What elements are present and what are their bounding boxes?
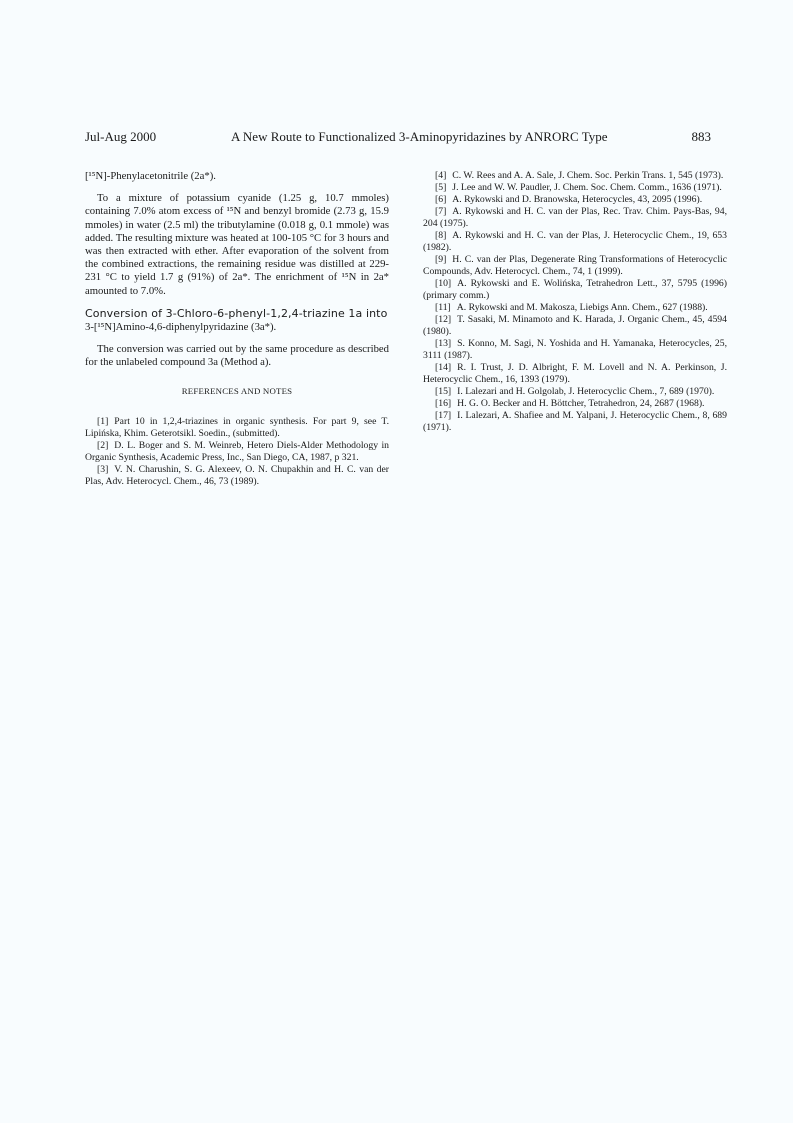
- compound-heading: [¹⁵N]-Phenylacetonitrile (2a*).: [85, 170, 216, 182]
- reference-text: H. C. van der Plas, Degenerate Ring Transformations of Heterocyclic Compounds, Adv. Heterocycl. Chem., 74, 1 (1999).: [423, 254, 727, 277]
- reference-item: [423, 254, 727, 278]
- reference-item: [85, 416, 389, 440]
- reference-text: Part 10 in 1,2,4-triazines in organic synthesis. For part 9, see T. Lipińska, Khim. Geterotsikl. Soedin., (submitted).: [85, 415, 389, 439]
- reference-number: [1]: [97, 415, 109, 427]
- reference-text: H. G. O. Becker and H. Böttcher, Tetrahedron, 24, 2687 (1968).: [457, 398, 705, 409]
- reference-item: [423, 362, 727, 386]
- reference-text: I. Lalezari and H. Golgolab, J. Heterocyclic Chem., 7, 689 (1970).: [457, 386, 715, 397]
- reference-number: [15]: [435, 386, 452, 397]
- conversion-heading-line-1: Conversion of 3-Chloro-6-phenyl-1,2,4-triazine 1a into: [85, 306, 388, 320]
- page-number: 883: [691, 129, 711, 144]
- reference-number: [2]: [97, 439, 109, 451]
- reference-number: [3]: [97, 463, 109, 475]
- reference-number: [11]: [435, 302, 451, 313]
- reference-text: S. Konno, M. Sagi, N. Yoshida and H. Yamanaka, Heterocycles, 25, 3111 (1987).: [423, 338, 727, 361]
- reference-item: [423, 194, 727, 206]
- conversion-paragraph: The conversion was carried out by the same procedure as described for the unlabeled compound 3a (Method a).: [85, 343, 389, 369]
- reference-item: [85, 464, 389, 488]
- reference-text: A. Rykowski and E. Wolińska, Tetrahedron Lett., 37, 5795 (1996) (primary comm.): [423, 278, 727, 301]
- procedure-paragraph: To a mixture of potassium cyanide (1.25 g, 10.7 mmoles) containing 7.0% atom excess of ¹⁵N and benzyl bromide (2.73 g, 15.9 mmoles) in water (2.5 ml) the tributylamine (0.018 g, 0.1 mmole) was added. The resulting mixture was heated at 100-105 °C for 3 hours and was then extracted with ether. After evaporation of the solvent from the combined extractions, the remaining residue was distilled at 229-231 °C to yield 1.7 g (91%) of 2a*. The enrichment of ¹⁵N in 2a* amounted to 7.0%.: [85, 192, 389, 297]
- reference-number: [7]: [435, 206, 447, 217]
- reference-item: [423, 230, 727, 254]
- reference-item: [423, 386, 727, 398]
- reference-item: [423, 206, 727, 230]
- reference-number: [6]: [435, 194, 447, 205]
- reference-item: [85, 440, 389, 464]
- right-column: [423, 170, 727, 434]
- reference-text: C. W. Rees and A. A. Sale, J. Chem. Soc. Perkin Trans. 1, 545 (1973).: [452, 170, 724, 181]
- reference-text: T. Sasaki, M. Minamoto and K. Harada, J. Organic Chem., 45, 4594 (1980).: [423, 314, 727, 337]
- reference-text: J. Lee and W. W. Paudler, J. Chem. Soc. Chem. Comm., 1636 (1971).: [452, 182, 722, 193]
- reference-text: A. Rykowski and D. Branowska, Heterocycles, 43, 2095 (1996).: [452, 194, 703, 205]
- reference-item: [423, 278, 727, 302]
- reference-text: I. Lalezari, A. Shafiee and M. Yalpani, J. Heterocyclic Chem., 8, 689 (1971).: [423, 410, 727, 433]
- left-column: [85, 170, 389, 488]
- reference-text: A. Rykowski and H. C. van der Plas, J. Heterocyclic Chem., 19, 653 (1982).: [423, 230, 727, 253]
- reference-item: [423, 302, 727, 314]
- references-heading: REFERENCES AND NOTES: [181, 386, 293, 397]
- reference-number: [17]: [435, 410, 452, 421]
- reference-item: [423, 338, 727, 362]
- reference-text: A. Rykowski and H. C. van der Plas, Rec. Trav. Chim. Pays-Bas, 94, 204 (1975).: [423, 206, 727, 229]
- reference-text: D. L. Boger and S. M. Weinreb, Hetero Diels-Alder Methodology in Organic Synthesis, Academic Press, Inc., San Diego, CA, 1987, p 321.: [85, 439, 389, 463]
- reference-item: [423, 182, 727, 194]
- conversion-heading-line-2: 3-[¹⁵N]Amino-4,6-diphenylpyridazine (3a*).: [85, 320, 277, 333]
- reference-text: V. N. Charushin, S. G. Alexeev, O. N. Chupakhin and H. C. van der Plas, Adv. Heterocycl. Chem., 46, 73 (1989).: [85, 463, 389, 487]
- reference-number: [10]: [435, 278, 452, 289]
- reference-number: [8]: [435, 230, 447, 241]
- reference-text: A. Rykowski and M. Makosza, Liebigs Ann. Chem., 627 (1988).: [456, 302, 708, 313]
- reference-number: [12]: [435, 314, 452, 325]
- reference-item: [423, 398, 727, 410]
- reference-number: [16]: [435, 398, 452, 409]
- reference-number: [5]: [435, 182, 447, 193]
- references-list-left: [85, 416, 389, 488]
- reference-item: [423, 410, 727, 434]
- reference-number: [13]: [435, 338, 452, 349]
- reference-number: [4]: [435, 170, 447, 181]
- reference-text: R. I. Trust, J. D. Albright, F. M. Lovell and N. A. Perkinson, J. Heterocyclic Chem., 16, 1393 (1979).: [423, 362, 727, 385]
- reference-number: [9]: [435, 254, 447, 265]
- issue-date: Jul-Aug 2000: [85, 129, 157, 144]
- reference-number: [14]: [435, 362, 452, 373]
- reference-item: [423, 314, 727, 338]
- reference-item: [423, 170, 727, 182]
- running-title: A New Route to Functionalized 3-Aminopyridazines by ANRORC Type: [231, 129, 608, 144]
